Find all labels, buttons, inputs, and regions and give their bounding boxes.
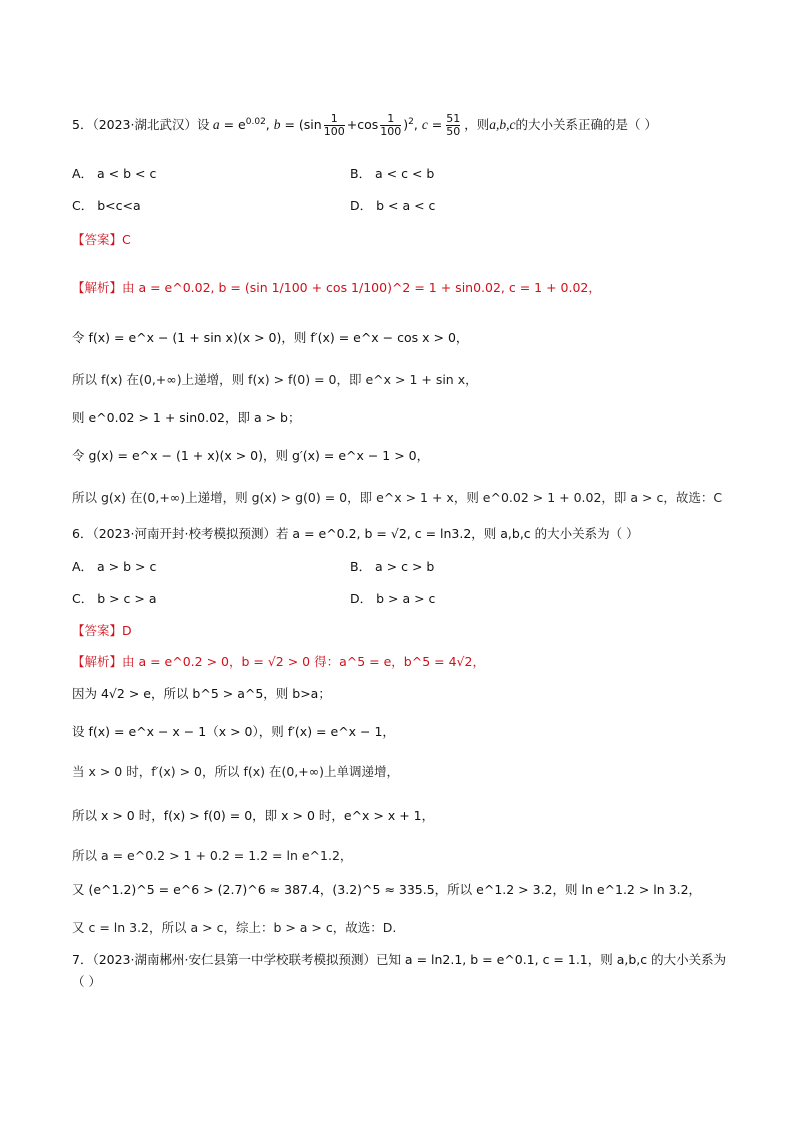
- q5-solution-2: 令 f(x) = e^x − (1 + sin x)(x > 0)，则 f′(x) = e^x − cos x > 0，: [72, 330, 469, 345]
- q7-stem: 7．（2023·湖南郴州·安仁县第一中学校联考模拟预测）已知 a = ln2.1, b = e^0.1, c = 1.1，则 a,b,c 的大小关系为: [72, 952, 727, 967]
- q6-option-a: A． a > b > c: [72, 559, 157, 574]
- q5-solution-4: 则 e^0.02 > 1 + sin0.02，即 a > b；: [72, 410, 301, 425]
- q6-solution-4: 当 x > 0 时，f′(x) > 0，所以 f(x) 在(0,+∞)上单调递增，: [72, 764, 400, 779]
- q5-option-c: C． b<c<a: [72, 198, 141, 213]
- q6-stem: 6．（2023·河南开封·校考模拟预测）若 a = e^0.2, b = √2, c = ln3.2，则 a,b,c 的大小关系为（ ）: [72, 526, 639, 541]
- q6-option-c: C． b > c > a: [72, 591, 157, 606]
- q6-solution-1: 【解析】由 a = e^0.2 > 0，b = √2 > 0 得：a^5 = e，b^5 = 4√2，: [72, 654, 485, 669]
- q5-option-d: D． b < a < c: [350, 198, 436, 213]
- q6-solution-8: 又 c = ln 3.2，所以 a > c，综上：b > a > c，故选：D.: [72, 920, 397, 935]
- q5-stem: 5．（2023·湖北武汉）设 $a = e^{0.02}$, b = (sin $\frac{1}{100}$ +cos $\frac{1}{100}$ )$^2$, c = $\frac{51}{50}$ ，则a,b,c的大小关系正确的是（ ）: [72, 112, 657, 139]
- q5-option-a: A． a < b < c: [72, 166, 157, 181]
- q5-solution-6: 所以 g(x) 在(0,+∞)上递增，则 g(x) > g(0) = 0，即 e^x > 1 + x，则 e^0.02 > 1 + 0.02，即 a > c，故选：C: [72, 490, 723, 505]
- q5-answer: 【答案】C: [72, 232, 131, 247]
- q5-option-b: B． a < c < b: [350, 166, 435, 181]
- q5-solution-5: 令 g(x) = e^x − (1 + x)(x > 0)，则 g′(x) = e^x − 1 > 0，: [72, 448, 430, 463]
- q5-solution-3: 所以 f(x) 在(0,+∞)上递增，则 f(x) > f(0) = 0，即 e^x > 1 + sin x，: [72, 372, 478, 387]
- q6-option-d: D． b > a > c: [350, 591, 436, 606]
- q6-option-b: B． a > c > b: [350, 559, 435, 574]
- q6-answer: 【答案】D: [72, 623, 132, 638]
- q5-solution-1: 【解析】由 a = e^0.02, b = (sin 1/100 + cos 1/100)^2 = 1 + sin0.02, c = 1 + 0.02，: [72, 280, 601, 295]
- q6-solution-3: 设 f(x) = e^x − x − 1（x > 0），则 f′(x) = e^x − 1，: [72, 724, 395, 739]
- q6-solution-6: 所以 a = e^0.2 > 1 + 0.2 = 1.2 = ln e^1.2，: [72, 848, 353, 863]
- q6-solution-5: 所以 x > 0 时，f(x) > f(0) = 0，即 x > 0 时，e^x > x + 1，: [72, 808, 435, 823]
- q6-solution-2: 因为 4√2 > e，所以 b^5 > a^5，则 b>a；: [72, 686, 331, 701]
- q7-stem-continuation: （ ）: [72, 974, 101, 989]
- q6-solution-7: 又 (e^1.2)^5 = e^6 > (2.7)^6 ≈ 387.4，(3.2)^5 ≈ 335.5，所以 e^1.2 > 3.2，则 ln e^1.2 > ln 3.2，: [72, 882, 702, 897]
